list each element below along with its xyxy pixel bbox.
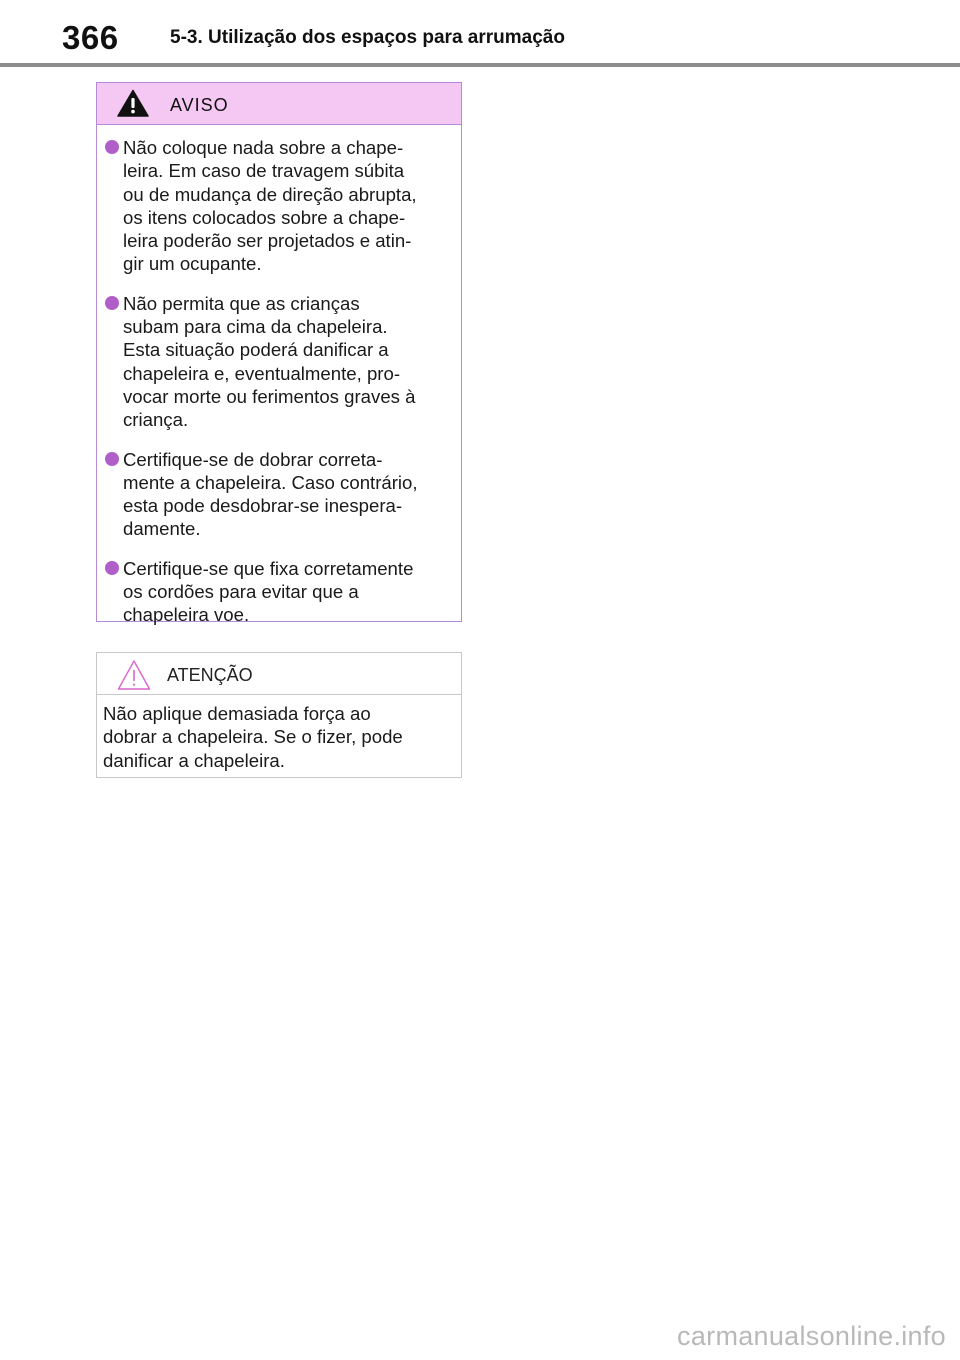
- warning-item: [103, 448, 447, 541]
- warning-item-text: Certifique-se de dobrar correta- mente a chapeleira. Caso contrário, esta pode desdobrar-se inespera- damente.: [123, 448, 418, 540]
- header-divider: [0, 63, 960, 67]
- section-title: 5-3. Utilização dos espaços para arrumação: [170, 27, 565, 48]
- bullet-icon: [105, 561, 119, 575]
- caution-triangle-outline-icon: [117, 659, 151, 691]
- warning-item-text: Não permita que as crianças subam para cima da chapeleira. Esta situação poderá danificar a chapeleira e, eventualmente, pro- vocar morte ou ferimentos graves à criança.: [123, 292, 416, 431]
- warning-item: [103, 292, 447, 432]
- notice-text: Não aplique demasiada força ao dobrar a chapeleira. Se o fizer, pode danificar a chapeleira.: [103, 703, 403, 771]
- page-header: [0, 0, 960, 68]
- warning-item: [103, 136, 447, 276]
- warning-title: AVISO: [170, 95, 229, 115]
- notice-title: ATENÇÃO: [167, 665, 253, 685]
- warning-body: [97, 125, 461, 627]
- warning-item: [103, 557, 447, 627]
- warning-item-text: Não coloque nada sobre a chape- leira. Em caso de travagem súbita ou de mudança de direção abrupta, os itens colocados sobre a chape- leira poderão ser projetados e atin- gir um ocupante.: [123, 137, 417, 275]
- warning-triangle-icon: [117, 89, 149, 117]
- warning-header: [97, 83, 461, 125]
- page-number: 366: [62, 19, 119, 56]
- watermark: carmanualsonline.info: [677, 1321, 946, 1351]
- warning-item-text: Certifique-se que fixa corretamente os cordões para evitar que a chapeleira voe.: [123, 557, 414, 626]
- bullet-icon: [105, 296, 119, 310]
- bullet-icon: [105, 140, 119, 154]
- warning-box: [96, 82, 462, 626]
- bullet-icon: [105, 452, 119, 466]
- notice-box: [96, 652, 462, 778]
- notice-header: [97, 653, 461, 695]
